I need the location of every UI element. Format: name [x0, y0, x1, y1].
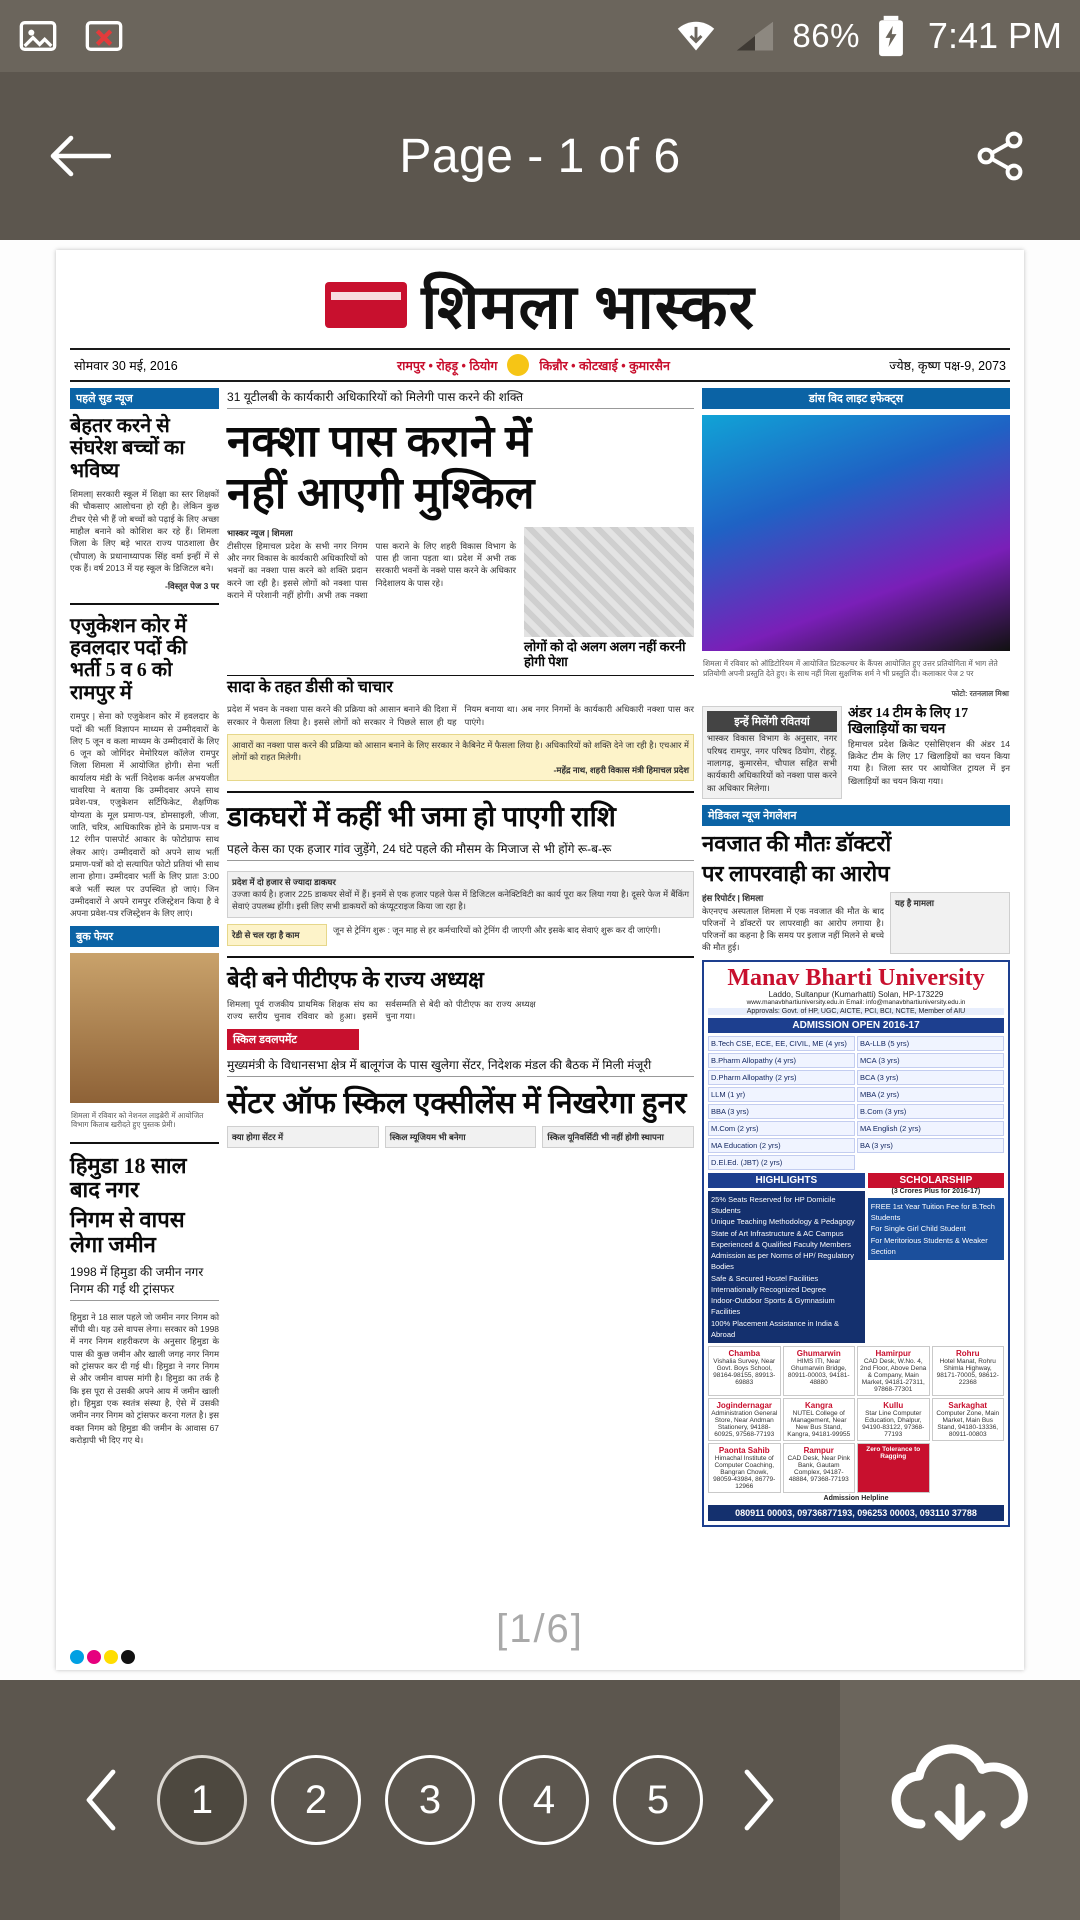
- himuda-headline-1: हिमुडा 18 साल बाद नगर: [70, 1153, 187, 1203]
- ad-course: MCA (3 yrs): [857, 1053, 1004, 1068]
- story2-headline: एजुकेशन कोर में हवलदार पदों की भर्ती 5 व 6 को रामपुर में: [70, 614, 187, 704]
- ad-highlight: Internationally Recognized Degree: [711, 1284, 827, 1294]
- lead-subhead: सादा के तहत डीसी को चाचार: [227, 675, 694, 697]
- building-plan-photo: [524, 527, 694, 637]
- image-icon: [18, 16, 58, 56]
- print-color-registration-marks: [70, 1650, 135, 1664]
- page-button-5[interactable]: 5: [613, 1755, 703, 1845]
- ad-city-office: [932, 1398, 1005, 1441]
- ad-city-name: Hamirpur: [875, 1349, 912, 1358]
- next-page-button[interactable]: [727, 1770, 787, 1830]
- himuda-text: हिमुडा ने 18 साल पहले जो जमीन नगर निगम को सौंपी थी। यह उसे वापस लेगा। सरकार को 1998 में नगर निगम शहरीकरण के अनुसार हिमुडा के पास की कुछ जमीन और खाली जगह नगर निगम को ट्रांसफर कर दी गई थी। हिमुडा ने नगर निगम से और जमीन वापस मांगी है। हिमुडा का तर्क है कि इस पूरा से उसकी अपने आय में जमीन खाली हो। हिमुडा एक स्वतंत्र संस्था है, ऐसे में उसकी जमीन नगर निगम को ट्रांसफर करना गलत है। इस वक्त निगम को हिमुडा की जमीन के आवास 67 करोड़ापी भी दिए गए थे।: [70, 1311, 220, 1445]
- ad-city-address: Computer Zone, Main Market, Main Bus Stand, 94180-13336, 80911-00803: [936, 1410, 1000, 1438]
- ad-scholarship-line: For Meritorious Students & Weaker Section: [870, 1235, 988, 1256]
- ad-course: MA English (2 yrs): [857, 1121, 1004, 1136]
- signal-icon: [732, 16, 778, 56]
- ad-course-list: [708, 1036, 1004, 1170]
- ad-course: B.Pharm Allopathy (4 yrs): [708, 1053, 855, 1068]
- bottom-navigation-bar: [0, 1680, 1080, 1920]
- ad-city-address: Star Line Computer Education, Dhalpur, 94190-83122, 97368-77193: [862, 1410, 925, 1438]
- ad-highlight: Safe & Secured Hostel Facilities: [711, 1273, 819, 1283]
- page-title: Page - 1 of 6: [399, 129, 681, 183]
- ad-city-name: Chamba: [728, 1349, 761, 1358]
- post-office-note-head: रेडी से चल रहा है काम: [232, 929, 300, 940]
- ad-helpline-label: Admission Helpline: [823, 1495, 889, 1502]
- districts-box-text: भास्कर विकास विभाग के अनुसार, नगर परिषद रामपुर, नगर परिषद ठियोग, रोहड़ू, नालागढ़, कुमारसेन, चौपाल सहित सभी कार्यकारी अधिकारियों को नक्शा पास करने का अधिकार मिलेगा।: [707, 733, 837, 793]
- ad-city-office: [708, 1346, 781, 1396]
- ad-city-name: Ghumarwin: [796, 1349, 841, 1358]
- ad-scholarship-line: For Single Girl Child Student: [870, 1224, 966, 1234]
- quote-credit: -महेंद्र नाथ, शहरी विकास मंत्री हिमाचल प्रदेश: [553, 764, 689, 775]
- ad-highlight: Indoor-Outdoor Sports & Gymnasium Facilities: [711, 1296, 835, 1317]
- page-button-2[interactable]: 2: [271, 1755, 361, 1845]
- lead-byline: भास्कर न्यूज | शिमला: [227, 528, 293, 539]
- skill-kicker: मुख्यमंत्री के विधानसभा क्षेत्र में बालूगंज के पास खुलेगा सेंटर, निदेशक मंडल की बैठक में मिली मंजूरी: [227, 1056, 694, 1077]
- post-office-subhead: पहले केस का एक हजार गांव जुड़ेंगे, 24 घंटे पहले की मौसम के मिजाज से भी होंगे रू-ब-रू: [227, 840, 694, 861]
- ad-city-address: HIMS ITI, Near Ghumarwin Bridge, 80911-00003, 94181-48880: [787, 1358, 850, 1386]
- ad-scholarship-line: FREE 1st Year Tuition Fee for B.Tech Students: [870, 1201, 995, 1222]
- ad-city-office: [783, 1346, 856, 1396]
- dance-header: डांस विद लाइट इफेक्ट्स: [702, 388, 1010, 409]
- ad-city-address: Hotel Manat, Rohru Shimla Highway, 98171-70005, 98612-22368: [936, 1358, 999, 1386]
- dance-caption: शिमला में रविवार को ऑडिटोरियम में आयोजित प्रिटकल्चर के कैंपस आयोजित हुए उत्तर प्रतियोगिता में भाग लेते प्रतियोगी अपनी प्रस्तुति देते हुए। के साथ नहीं मिला सुक्षणिक शर्म ने भी प्रस्तुति दी। कलाकार पेज 2 पर: [703, 659, 998, 678]
- clock: 7:41 PM: [927, 15, 1062, 56]
- ad-website: www.manavbhartiuniversity.edu.in Email: info@manavbhartiuniversity.edu.in: [746, 998, 966, 1006]
- previous-page-button[interactable]: [73, 1770, 133, 1830]
- ad-course: BA (3 yrs): [857, 1138, 1004, 1153]
- ad-course: D.El.Ed. (JBT) (2 yrs): [708, 1155, 855, 1170]
- ad-course: B.Com (3 yrs): [857, 1104, 1004, 1119]
- skill-box-2: स्किल म्यूजियम भी बनेगा: [389, 1131, 466, 1142]
- ad-highlights-list: [708, 1191, 865, 1343]
- ad-city-office: [708, 1443, 781, 1493]
- ad-course: MBA (2 yrs): [857, 1087, 1004, 1102]
- story1-credit: -विस्तृत पेज 3 पर: [165, 581, 220, 592]
- ad-city-address: CAD Desk, Near Pink Bank, Gautam Complex, 94187-48884, 97368-77193: [787, 1455, 850, 1483]
- share-button[interactable]: [960, 116, 1040, 196]
- medical-headline-2: पर लापरवाही का आरोप: [702, 861, 890, 886]
- medical-headline-1: नवजात की मौतः डॉक्टरों: [702, 830, 892, 856]
- ad-city-office: [932, 1346, 1005, 1396]
- image-error-icon: [84, 16, 124, 56]
- battery-charging-icon: [874, 14, 908, 58]
- ad-city-address: CAD Desk, W.No. 4, 2nd Floor, Above Dena & Company, Main Market, 94181-27311, 97868-77301: [860, 1358, 927, 1393]
- lead-headline-1: नक्शा पास कराने में: [227, 417, 532, 466]
- ad-course: LLM (1 yr): [708, 1087, 855, 1102]
- newspaper-content: [56, 250, 1024, 1670]
- ad-highlight: 100% Placement Assistance in India & Abroad: [711, 1318, 839, 1339]
- ad-city-office: [857, 1398, 930, 1441]
- medical-text: केएनएच अस्पताल शिमला में एक नवजात की मौत के बाद परिजनों ने डॉक्टरों पर लापरवाही का आरोप लगाया है। परिजनों का कहना है कि समय पर इलाज नहीं मिलने से बच्चे की मौत हुई।: [702, 905, 884, 953]
- ad-highlights-title: HIGHLIGHTS: [708, 1173, 865, 1188]
- ad-highlight: 25% Seats Reserved for HP Domicile Students: [711, 1194, 836, 1215]
- ad-city-office: [708, 1398, 781, 1441]
- battery-percentage: 86%: [792, 17, 860, 54]
- ad-course: BA-LLB (5 yrs): [857, 1036, 1004, 1051]
- page-button-3[interactable]: 3: [385, 1755, 475, 1845]
- dateline-editions-right: किन्नौर • कोटखाई • कुमारसैन: [539, 358, 670, 373]
- newspaper-column-left: [70, 388, 219, 1648]
- quote-text: आवारों का नक्शा पास करने की प्रक्रिया को आसान बनाने के लिए सरकार ने कैबिनेट में फैसला लिया है। अधिकारियों को शक्ति देने जा रही है। एचआर में लोगों को राहत मिलेगी।: [232, 740, 689, 763]
- ad-highlight: Experienced & Qualified Faculty Members: [711, 1239, 852, 1249]
- dateline-editions: [397, 354, 670, 376]
- page-pager: [0, 1755, 840, 1845]
- dateline-editions-left: रामपुर • रोहड़ू • ठियोग: [397, 358, 498, 373]
- ad-course: D.Pharm Allopathy (2 yrs): [708, 1070, 855, 1085]
- ad-admission-banner: ADMISSION OPEN 2016-17: [708, 1018, 1004, 1033]
- newspaper-column-right: [702, 388, 1010, 1648]
- medical-byline: हंस रिपोर्टर | शिमला: [702, 893, 764, 904]
- lead-body: टीसीएस हिमाचल प्रदेश के सभी नगर निगम और नगर विकास के कार्यकारी अधिकारियों को भवनों का नक्शा पास करने को शक्ति प्रदान करने जा रही है। इससे लोगों को नक्शा पास कराने में परेशानी नहीं होगी। अभी तक नक्शा पास कराने के लिए शहरी विकास विभाग के पास ही जाना पड़ता था। प्रदेश में अभी तक सरकारी भवनों के नक्शे पास करने के अधिकार निदेशालय के पास रहे।: [227, 540, 516, 600]
- back-button[interactable]: [40, 116, 120, 196]
- divider-4: [227, 956, 694, 958]
- ad-highlight: Unique Teaching Methodology & Pedagogy: [711, 1217, 855, 1227]
- skill-tag: स्किल डवलपमेंट: [227, 1029, 359, 1050]
- himuda-headline-2: निगम से वापस लेगा जमीन: [70, 1207, 185, 1257]
- newspaper-masthead: [70, 262, 1010, 350]
- ad-highlight: Admission as per Norms of HP/ Regulatory Bodies: [711, 1251, 854, 1272]
- divider-2: [70, 1142, 219, 1144]
- ad-approvals: Approvals: Govt. of HP, UGC, AICTE, PCI, BCI, NCTE, Member of AIU: [708, 1008, 1004, 1015]
- ad-address: Laddo, Sultanpur (Kumarhatti) Solan, HP-173229: [768, 989, 944, 999]
- ad-city-address: Vishalia Survey, Near Govt. Boys School, 98164-98155, 89913-69883: [713, 1358, 776, 1386]
- ad-city-address: Administration General Store, Near Andman Stationery, 94188-60925, 97568-77193: [711, 1410, 778, 1438]
- story1-headline: बेहतर करने से संघरेश बच्चों का भविष्य: [70, 415, 185, 482]
- ad-course: B.Tech CSE, ECE, EE, CIVIL, ME (4 yrs): [708, 1036, 855, 1051]
- ad-course: MA Education (2 yrs): [708, 1138, 855, 1153]
- ad-scholarship-sub: (3 Crores Plus for 2016-17): [891, 1187, 981, 1195]
- lead-headline-2: नहीं आएगी मुश्किल: [227, 469, 535, 519]
- story1-text: शिमला| सरकारी स्कूल में शिक्षा का स्तर शिक्षकों की चौकसाए आलोचना हो रही है। लेकिन कुछ टीचर ऐसे भी हैं जो बच्चों को पढ़ाई के लिए अच्छा माहौल बनाने को कोशिश कर रहे हैं। शिमला जिला के लिए बड़े भारत राज्य पाठशाला छैर (चौपाल) के प्रधानाध्यापक सिंह वर्मा इन्हीं में से एक हैं। वर्ष 2013 में यह स्कूल के डिजिटल बने।: [70, 489, 220, 574]
- districts-box-header: इन्हें मिलेंगी रवितयां: [707, 711, 837, 732]
- plan-caption: लोगों को दो अलग अलग नहीं करनी होगी पेशा: [524, 639, 686, 669]
- newspaper-dateline: [70, 350, 1010, 382]
- column-header-goodnews: पहले सुड न्यूज: [70, 388, 219, 409]
- status-bar-right-icons: [674, 14, 1062, 58]
- ad-city-office: [783, 1398, 856, 1441]
- ad-city-name: Kullu: [883, 1401, 904, 1410]
- app-bar: [0, 72, 1080, 240]
- publisher-logo-icon: [325, 282, 407, 328]
- post-office-note-text: जून से ट्रेनिंग शुरू : जून माह से हर कर्मचारियों को ट्रेनिंग दी जाएगी और इसके बाद सेवाएं शुरू कर दी जाएंगी।: [333, 924, 661, 935]
- divider-3: [227, 791, 694, 793]
- lead-kicker: 31 यूटीलबी के कार्यकारी अधिकारियों को मिलेगी पास करने की शक्ति: [227, 388, 694, 409]
- ad-zero-ragging: Zero Tolerance to Ragging: [857, 1443, 930, 1493]
- medical-sidebar-head: यह है मामला: [895, 898, 935, 909]
- masthead-title: शिमला भास्कर: [421, 274, 755, 342]
- sun-icon: [507, 354, 529, 376]
- story2-text: रामपुर | सेना को एजुकेशन कोर में हवलदार के पदों की भर्ती विज्ञापन माध्यम से उम्मीदवारों के लिए 5 जून व कला माध्यम के उम्मीदवारों के लिए 6 जून को जोगिंदर मेमोरियल कॉलेज रामपुर जिला शिमला में आयोजित होगी। सेना भर्ती कार्यालय मंडी के भर्ती निदेशक कर्नल अभयजीत चावरिया ने बताया कि उम्मीदवार अपने साथ प्रवेश-पत्र, एजुकेशन सर्टिफिकेट, शैक्षणिक योग्यता के मूल प्रमाण-पत्र, डोमसाइली, जीजा, जाति, चरित्र, आधिकारिक होने के प्रमाण-पत्र व 12 रंगीन पासपोर्ट आकार के फोटोग्राफ साथ लेकर आएं। उम्मीदवारों को अपने साथ भर्ती प्रमाण-पत्रों को दो सत्यापित फोटो प्रतियां भी साथ लाना होगा। उम्मीदवार भर्ती के लिए प्रातः 3:00 बजे भर्ती स्थल पर उपस्थित हो जाएं। जिन उम्मीदवारों ने अपने रामपुर रजिस्ट्रेशन किया है वे अपना प्रवेश-पत्र रजिस्ट्रेशन के लिए लाएं।: [70, 711, 220, 919]
- status-bar: [0, 0, 1080, 72]
- ptf-text: शिमला| पूर्व राजकीय प्राथमिक शिक्षक संघ का राज्य स्तरीय चुनाव रविवार को हुआ। इसमें सर्वसम्मति से बेदी को पीटीएफ का राज्य अध्यक्ष चुना गया।: [227, 999, 536, 1022]
- status-bar-left-icons: [18, 16, 124, 56]
- page-button-4[interactable]: 4: [499, 1755, 589, 1845]
- newspaper-column-center: [227, 388, 694, 1648]
- post-office-factbox-head: प्रदेश में दो हजार से ज्यादा डाकघर: [232, 876, 336, 887]
- dateline-right: ज्येष्ठ, कृष्ण पक्ष-9, 2073: [889, 358, 1006, 373]
- ad-city-name: Paonta Sahib: [718, 1446, 770, 1455]
- post-office-headline: डाकघरों में कहीं भी जमा हो पाएगी राशि: [227, 801, 616, 833]
- skill-headline: सेंटर ऑफ स्किल एक्सीलेंस में निखरेगा हुनर: [227, 1086, 687, 1120]
- ad-course: M.Com (2 yrs): [708, 1121, 855, 1136]
- newspaper-page[interactable]: [56, 250, 1024, 1670]
- medical-section-header: मेडिकल न्यूज नेगलेशन: [702, 805, 1010, 826]
- post-office-factbox-text: उज्जा कार्य है। हजार 225 डाकघर सेवों में हैं। इनमें से एक हजार पहले फेस में डिजिटल कनेक्टिविटी का कार्य पूरा कर लिया गया है। दूसरे फेज में बैंकिंग सेवाएं उपलब्ध होंगी। इसी लिए सभी डाकघरों को कंप्यूटराइज किया जा रहा है।: [232, 889, 689, 912]
- download-icon: [885, 1740, 1035, 1860]
- wifi-icon: [674, 16, 718, 56]
- column-header-bookfair: बुक फेयर: [70, 926, 219, 947]
- ad-city-name: Rampur: [803, 1446, 834, 1455]
- page-position-indicator: [1/6]: [496, 1607, 584, 1651]
- ad-helpline-number: 080911 00003, 09736877193, 096253 00003, 093110 37788: [708, 1505, 1004, 1521]
- ad-city-office: [857, 1346, 930, 1396]
- ad-highlight: State of Art Infrastructure & AC Campus: [711, 1228, 844, 1238]
- newspaper-columns: [70, 388, 1010, 1648]
- quote-box: [227, 734, 694, 781]
- ad-city-name: Kangra: [804, 1401, 833, 1410]
- ad-title: Manav Bharti University: [727, 964, 985, 991]
- ad-city-address: NUTEL College of Management, Near New Bus Stand, Kangra, 94181-99955: [787, 1410, 851, 1438]
- ad-course: BBA (3 yrs): [708, 1104, 855, 1119]
- skill-box-1: क्या होगा सेंटर में: [232, 1131, 284, 1142]
- ad-course: BCA (3 yrs): [857, 1070, 1004, 1085]
- ad-city-name: Sarkaghat: [948, 1401, 988, 1410]
- university-advertisement[interactable]: [702, 960, 1010, 1527]
- ptf-headline: बेदी बने पीटीएफ के राज्य अध्यक्ष: [227, 966, 484, 992]
- cricket-headline: अंडर 14 टीम के लिए 17 खिलाड़ियों का चयन: [848, 706, 969, 737]
- post-office-factbox: [227, 871, 694, 918]
- divider: [70, 603, 219, 605]
- cricket-text: हिमाचल प्रदेश क्रिकेट एसोसिएशन की अंडर 14 क्रिकेट टीम के लिए 17 खिलाड़ियों का चयन किया गया है। जिला स्तर पर आयोजित ट्रायल में इन खिलाड़ियों का चयन किया गया।: [848, 738, 1010, 786]
- ad-scholarship-list: [868, 1198, 1004, 1260]
- ad-city-office: [783, 1443, 856, 1493]
- page-viewer[interactable]: [0, 240, 1080, 1680]
- dance-photo-credit: फोटो: रतनलाल मिश्रा: [951, 688, 1009, 698]
- skill-box-3: स्किल यूनिवर्सिटी भी नहीं होगी स्थापना: [547, 1131, 664, 1142]
- book-fair-caption: शिमला में रविवार को नेशनल लाइब्रेरी में आयोजित विभाग किताब खरीदते हुए पुस्तक प्रेमी।: [71, 1110, 204, 1130]
- download-button[interactable]: [840, 1680, 1080, 1920]
- ad-city-name: Jogindernagar: [716, 1401, 773, 1410]
- dance-photo: [702, 415, 1010, 651]
- ad-city-offices: [708, 1346, 1004, 1493]
- ad-scholarship-title: SCHOLARSHIP: [868, 1173, 1004, 1188]
- lead-sub-text: प्रदेश में भवन के नक्शा पास करने की प्रक्रिया को आसान बनाने की दिशा में सरकार ने फैसला लिया है। इससे लोगों को सरकार ने पिछले साल ही यह नियम बनाया था। अब नगर निगमों के कार्यकारी अधिकारी नक्शा पास कर पाएंगे।: [227, 704, 694, 727]
- ad-city-name: Rohru: [955, 1349, 980, 1358]
- himuda-subhead: 1998 में हिमुडा की जमीन नगर निगम की गई थी ट्रांसफर: [70, 1263, 219, 1301]
- page-button-1[interactable]: 1: [157, 1755, 247, 1845]
- dateline-left: सोमवार 30 मई, 2016: [74, 358, 178, 373]
- book-fair-photo: [70, 953, 219, 1103]
- ad-city-address: Himachal Institute of Computer Coaching, Bangran Chowk, 98059-43984, 86779-12966: [713, 1455, 776, 1490]
